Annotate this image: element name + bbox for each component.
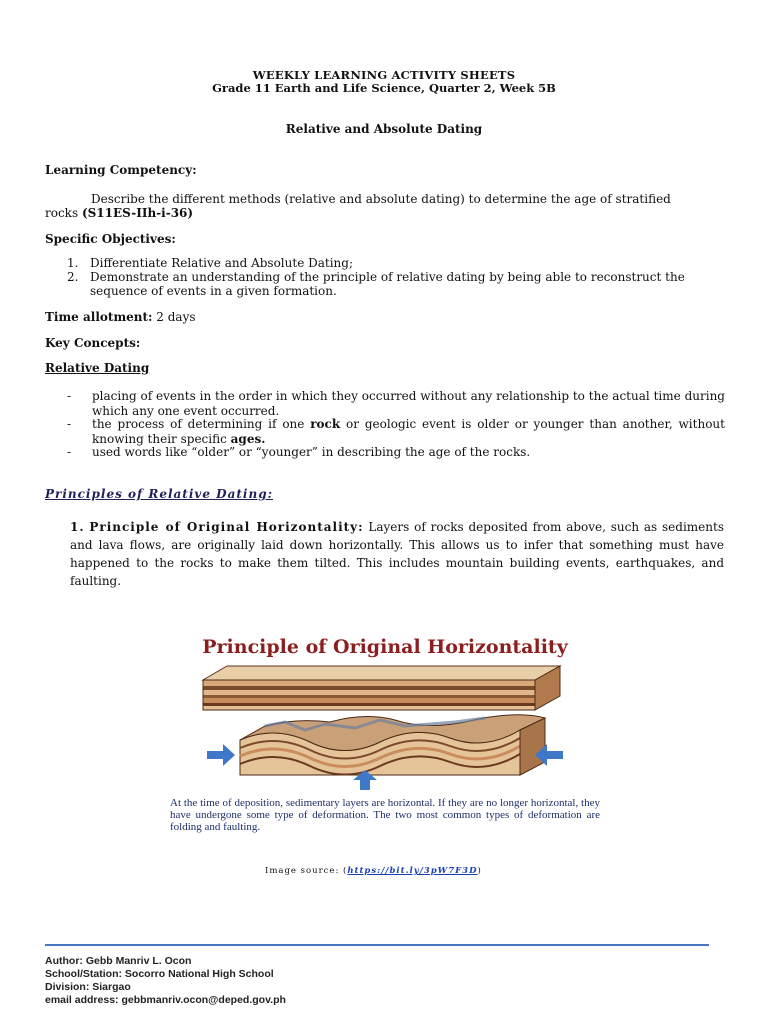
figure-title: Principle of Original Horizontality [202, 636, 568, 658]
source-close: ) [477, 866, 482, 876]
concept-bullet: - placing of events in the order in which they occurred without any relationship to the actual time during which any one event occurred. [67, 389, 725, 418]
footer-email: email address: gebbmanriv.ocon@deped.gov.ph [45, 994, 286, 1006]
principle-text: Layers of rocks deposited from above, such as sediments and lava flows, are originally laid down horizontally. This allows us to infer that something must have happened to the rocks to make them tilted. This includes mountain building events, earthquakes, and faulting. [70, 520, 724, 588]
principle-1 [70, 518, 724, 590]
principles-heading: Principles of Relative Dating: [45, 487, 274, 501]
horizontality-figure [165, 630, 605, 852]
compression-arrow-left-icon [207, 744, 235, 766]
rock-layers-illustration [165, 630, 605, 795]
competency-line2: rocks [45, 206, 79, 220]
bullet-text: used words like “older” or “younger” in describing the age of the rocks. [92, 445, 531, 459]
footer-divider [45, 944, 709, 946]
principle-label: Principle of Original Horizontality: [89, 520, 364, 534]
time-value: 2 days [156, 310, 196, 324]
objective-item [67, 256, 727, 270]
key-concepts-heading: Key Concepts: [45, 336, 141, 350]
figure-caption: At the time of deposition, sedimentary layers are horizontal. If they are no longer horizontal, they have undergone some type of deformation. The two most common types of deformation are folding and faulting. [170, 797, 600, 833]
sheet-header-line1: WEEKLY LEARNING ACTIVITY SHEETS [252, 68, 516, 82]
time-label: Time allotment: [45, 310, 153, 324]
bullet-text: placing of events in the order in which they occurred without any relationship to the actual time during which any one event occurred. [92, 389, 725, 418]
bullet-text [92, 417, 725, 446]
time-allotment [45, 310, 725, 324]
sheet-header-line2: Grade 11 Earth and Life Science, Quarter 2, Week 5B [212, 81, 556, 95]
objective-text: Differentiate Relative and Absolute Dating; [90, 256, 353, 270]
page-title: Relative and Absolute Dating [285, 122, 483, 136]
image-source [265, 866, 482, 876]
bullet-text-part: or geologic event is older or younger than another, without knowing their specific [92, 417, 725, 446]
footer-school: School/Station: Socorro National High School [45, 968, 274, 980]
relative-dating-heading: Relative Dating [45, 361, 150, 375]
objective-number: 1. [67, 256, 79, 270]
flat-block-front [203, 680, 535, 710]
footer-division: Division: Siargao [45, 981, 131, 993]
competency-line1: Describe the different methods (relative and absolute dating) to determine the age of stratified [91, 192, 671, 206]
source-label: Image source: ( [265, 866, 348, 876]
objective-item [67, 270, 727, 298]
bullet-text-part: the process of determining if one [92, 417, 305, 431]
flat-block-top [203, 666, 560, 680]
source-link[interactable]: https://bit.ly/3pW7F3D [347, 866, 478, 876]
principle-number: 1. [70, 520, 85, 534]
objective-text: Demonstrate an understanding of the principle of relative dating by being able to reconstruct the sequence of events in a given formation. [90, 270, 685, 298]
competency-heading: Learning Competency: [45, 163, 197, 177]
concept-bullet: - the process of determining if one rock or geologic event is older or younger than another, without knowing their specific ages. [67, 417, 725, 446]
objectives-heading: Specific Objectives: [45, 232, 176, 246]
bullet-bold-rock: rock [310, 417, 341, 431]
concept-bullet: - used words like “older” or “younger” in describing the age of the rocks. [67, 445, 725, 460]
objective-number: 2. [67, 270, 79, 284]
bullet-bold-ages: ages. [230, 431, 266, 446]
footer-author: Author: Gebb Manriv L. Ocon [45, 955, 192, 967]
competency-code: (S11ES-IIh-i-36) [81, 206, 194, 220]
competency-text [45, 192, 725, 220]
